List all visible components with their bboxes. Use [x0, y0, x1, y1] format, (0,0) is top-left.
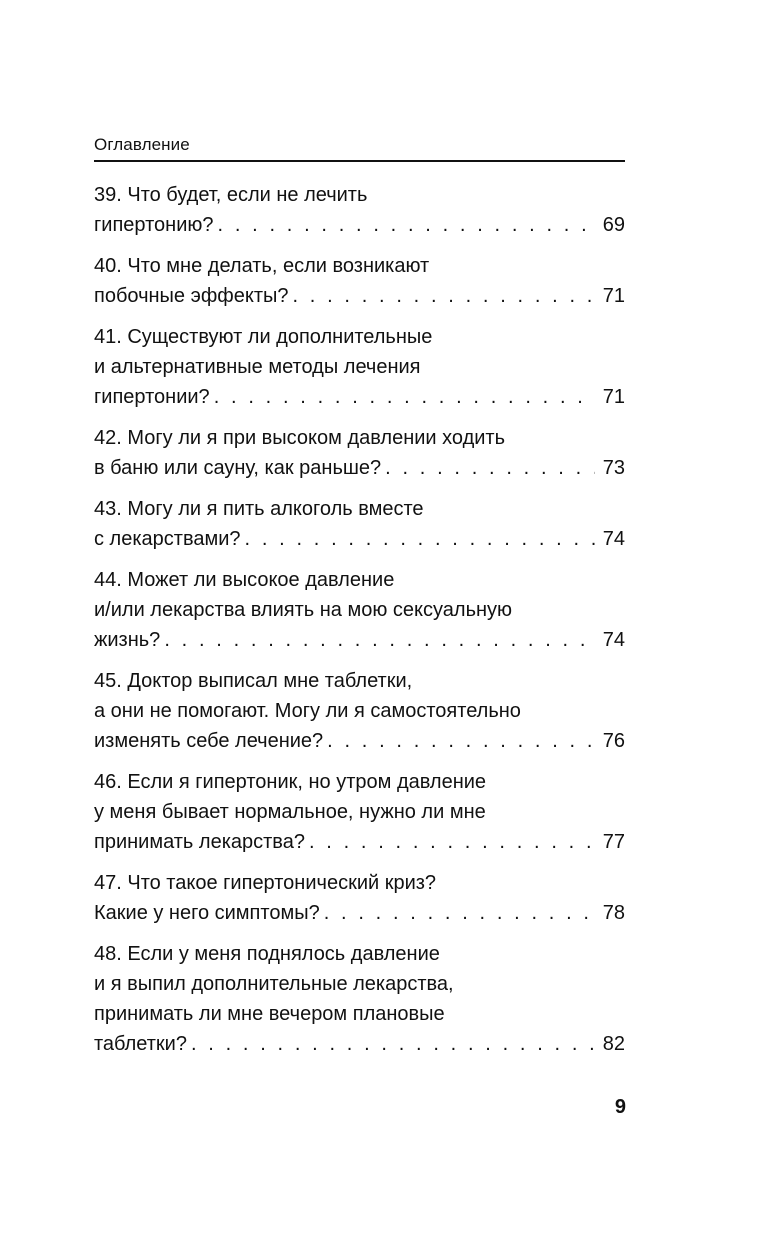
toc-entry-44 [94, 565, 625, 655]
toc-entry-text: 48. Если у меня поднялось давление [94, 943, 440, 965]
toc-entry-text: в баню или сауну, как раньше? [94, 457, 382, 479]
toc-page-number: 71 [602, 386, 625, 408]
toc-entry-text: 41. Существуют ли дополнительные [94, 326, 433, 348]
dot-leader [187, 1029, 595, 1059]
dot-leader [210, 382, 595, 412]
toc-page-number: 74 [602, 528, 625, 550]
running-head: Оглавление [94, 132, 625, 162]
toc-entry-text: 42. Могу ли я при высоком давлении ходить [94, 427, 506, 449]
toc-entry-40 [94, 251, 625, 311]
toc-page-number: 74 [602, 629, 625, 651]
toc-entry-text: принимать лекарства? [94, 831, 305, 853]
toc-entry-text: и альтернативные методы лечения [94, 356, 421, 378]
toc-entry-text: 46. Если я гипертоник, но утром давление [94, 771, 487, 793]
toc-entry-45 [94, 666, 625, 756]
toc-entry-text: 44. Может ли высокое давление [94, 569, 395, 591]
table-of-contents [94, 180, 625, 1059]
toc-page-number: 82 [602, 1033, 625, 1055]
toc-entry-text: жизнь? [94, 629, 161, 651]
toc-entry-text: побочные эффекты? [94, 285, 289, 307]
dot-leader [320, 898, 595, 928]
toc-entry-text: изменять себе лечение? [94, 730, 324, 752]
toc-entry-48 [94, 939, 625, 1059]
toc-entry-text: гипертонии? [94, 386, 210, 408]
toc-entry-47 [94, 868, 625, 928]
toc-entry-text: с лекарствами? [94, 528, 241, 550]
toc-entry-text: гипертонию? [94, 214, 214, 236]
toc-entry-43 [94, 494, 625, 554]
dot-leader [160, 625, 594, 655]
toc-entry-text: у меня бывает нормальное, нужно ли мне [94, 801, 486, 823]
toc-page-number: 78 [602, 902, 625, 924]
toc-entry-text: 43. Могу ли я пить алкоголь вместе [94, 498, 424, 520]
toc-entry-46 [94, 767, 625, 857]
book-page [94, 132, 625, 1070]
page-number: 9 [614, 1096, 626, 1118]
toc-entry-text: а они не помогают. Могу ли я самостоятельно [94, 700, 521, 722]
dot-leader [241, 524, 595, 554]
dot-leader [214, 210, 595, 240]
toc-entry-41 [94, 322, 625, 412]
toc-entry-text: Какие у него симптомы? [94, 902, 320, 924]
toc-entry-text: принимать ли мне вечером плановые [94, 1003, 445, 1025]
toc-entry-42 [94, 423, 625, 483]
toc-entry-text: 45. Доктор выписал мне таблетки, [94, 670, 413, 692]
toc-page-number: 69 [602, 214, 625, 236]
toc-entry-text: 40. Что мне делать, если возникают [94, 255, 430, 277]
toc-entry-text: 47. Что такое гипертонический криз? [94, 872, 437, 894]
dot-leader [288, 281, 594, 311]
toc-page-number: 77 [602, 831, 625, 853]
dot-leader [323, 726, 595, 756]
toc-entry-text: и я выпил дополнительные лекарства, [94, 973, 454, 995]
toc-page-number: 73 [602, 457, 625, 479]
dot-leader [305, 827, 595, 857]
toc-page-number: 76 [602, 730, 625, 752]
toc-page-number: 71 [602, 285, 625, 307]
toc-entry-text: 39. Что будет, если не лечить [94, 184, 368, 206]
dot-leader [381, 453, 595, 483]
toc-entry-text: и/или лекарства влиять на мою сексуальную [94, 599, 513, 621]
toc-entry-39 [94, 180, 625, 240]
toc-entry-text: таблетки? [94, 1033, 187, 1055]
